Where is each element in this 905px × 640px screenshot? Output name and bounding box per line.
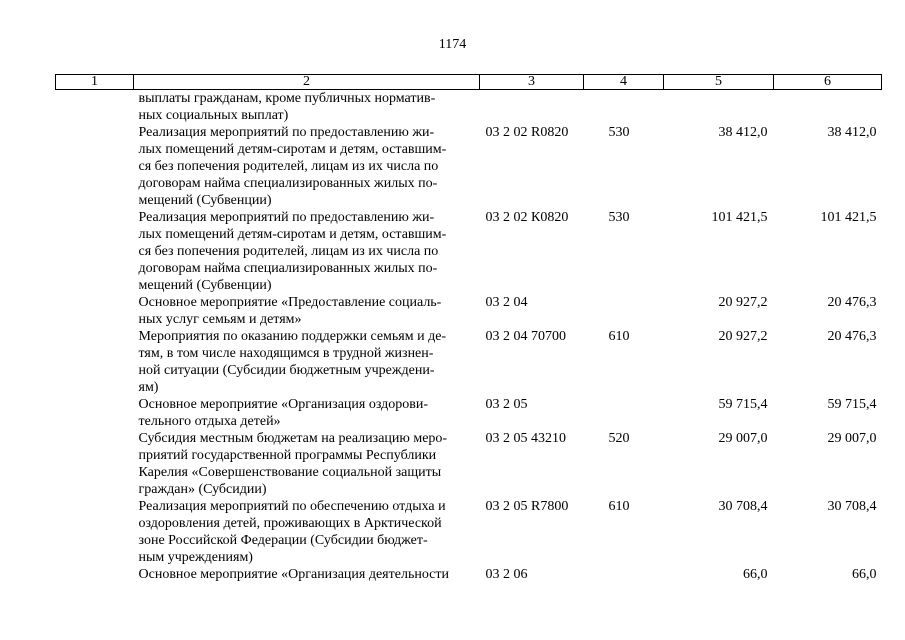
row-name-line: ся без попечения родителей, лицам из их числа по xyxy=(138,244,439,259)
row-value-col6-cell: 38 412,0 xyxy=(827,125,877,140)
page-number: 1174 xyxy=(438,37,467,52)
row-index-cell xyxy=(56,430,134,498)
row-name-line: Реализация мероприятий по предоставлению жи- xyxy=(138,210,435,225)
row-value-col5-cell: 59 715,4 xyxy=(718,397,768,412)
row-name-line: граждан» (Субсидии) xyxy=(138,482,267,497)
column-header-1: 1 xyxy=(56,75,134,90)
row-value-col5-cell: 30 708,4 xyxy=(718,499,768,514)
row-name-line: мещений (Субвенции) xyxy=(138,278,272,293)
row-index-cell xyxy=(56,498,134,566)
row-expense-type-cell xyxy=(584,566,664,583)
row-value-col6-cell: 20 476,3 xyxy=(827,295,877,310)
row-name-cell xyxy=(134,498,480,566)
row-code-cell: 03 2 05 43210 xyxy=(485,431,566,446)
row-value-col6-cell xyxy=(774,90,882,125)
table-row xyxy=(56,566,882,583)
row-name-line: Мероприятия по оказанию поддержки семьям и де- xyxy=(138,329,447,344)
row-value-col5-cell: 38 412,0 xyxy=(718,125,768,140)
row-name-line: договорам найма специализированных жилых по- xyxy=(138,176,438,191)
row-name-line: ся без попечения родителей, лицам из их числа по xyxy=(138,159,439,174)
row-name-cell xyxy=(134,566,480,583)
table-row xyxy=(56,90,882,125)
row-name-line: Реализация мероприятий по обеспечению отдыха и xyxy=(138,499,446,514)
row-index-cell xyxy=(56,294,134,328)
row-name-line: договорам найма специализированных жилых по- xyxy=(138,261,438,276)
column-header-6: 6 xyxy=(774,75,882,90)
row-name-line: лых помещений детям-сиротам и детям, оставшим- xyxy=(138,227,447,242)
row-name-line: оздоровления детей, проживающих в Арктической xyxy=(138,516,442,531)
row-name-cell xyxy=(134,90,480,125)
row-value-col6-cell: 101 421,5 xyxy=(820,210,877,225)
table-row xyxy=(56,396,882,430)
row-expense-type-cell: 610 xyxy=(608,329,630,344)
row-name-line: тям, в том числе находящимся в трудной жизнен- xyxy=(138,346,434,361)
row-code-cell xyxy=(480,90,584,125)
row-index-cell xyxy=(56,566,134,583)
table-row xyxy=(56,430,882,498)
row-value-col5-cell: 20 927,2 xyxy=(718,295,768,310)
row-name-line: Основное мероприятие «Организация оздорови- xyxy=(138,397,429,412)
row-name-line: ной ситуации (Субсидии бюджетным учреждени- xyxy=(138,363,435,378)
row-code-cell: 03 2 06 xyxy=(485,567,528,582)
row-name-cell xyxy=(134,396,480,430)
row-name-line: ным учреждениям) xyxy=(138,550,253,565)
row-expense-type-cell: 610 xyxy=(608,499,630,514)
row-name-line: выплаты гражданам, кроме публичных норматив- xyxy=(138,91,436,106)
row-name-cell xyxy=(134,430,480,498)
row-name-cell xyxy=(134,328,480,396)
row-name-line: приятий государственной программы Республики xyxy=(138,448,437,463)
row-index-cell xyxy=(56,396,134,430)
row-name-cell xyxy=(134,209,480,294)
row-value-col5-cell: 20 927,2 xyxy=(718,329,768,344)
row-index-cell xyxy=(56,90,134,125)
table-header-row xyxy=(56,75,882,90)
row-expense-type-cell xyxy=(584,90,664,125)
row-code-cell: 03 2 05 R7800 xyxy=(485,499,569,514)
row-name-line: ям) xyxy=(138,380,159,395)
row-code-cell: 03 2 02 К0820 xyxy=(485,210,569,225)
row-code-cell: 03 2 04 70700 xyxy=(485,329,566,344)
row-expense-type-cell: 530 xyxy=(608,210,630,225)
row-name-line: тельного отдыха детей» xyxy=(138,414,281,429)
row-name-line: ных социальных выплат) xyxy=(138,108,289,123)
budget-table xyxy=(55,74,882,583)
row-expense-type-cell: 520 xyxy=(608,431,630,446)
row-value-col5-cell xyxy=(664,90,774,125)
table-row xyxy=(56,498,882,566)
row-code-cell: 03 2 02 R0820 xyxy=(485,125,569,140)
row-name-line: Карелия «Совершенствование социальной защиты xyxy=(138,465,442,480)
row-name-cell xyxy=(134,124,480,209)
row-value-col6-cell: 30 708,4 xyxy=(827,499,877,514)
row-expense-type-cell xyxy=(584,396,664,430)
row-value-col5-cell: 101 421,5 xyxy=(711,210,768,225)
column-header-2: 2 xyxy=(134,75,480,90)
column-header-4: 4 xyxy=(584,75,664,90)
row-name-line: лых помещений детям-сиротам и детям, оставшим- xyxy=(138,142,447,157)
row-value-col6-cell: 29 007,0 xyxy=(827,431,877,446)
row-name-line: Субсидия местным бюджетам на реализацию меро- xyxy=(138,431,448,446)
row-name-line: ных услуг семьям и детям» xyxy=(138,312,302,327)
row-name-line: Реализация мероприятий по предоставлению жи- xyxy=(138,125,435,140)
row-value-col5-cell: 66,0 xyxy=(743,567,768,582)
row-name-cell xyxy=(134,294,480,328)
table-row xyxy=(56,209,882,294)
row-expense-type-cell: 530 xyxy=(608,125,630,140)
row-code-cell: 03 2 05 xyxy=(485,397,528,412)
row-name-line: Основное мероприятие «Предоставление социаль- xyxy=(138,295,442,310)
table-row xyxy=(56,328,882,396)
row-value-col6-cell: 20 476,3 xyxy=(827,329,877,344)
row-index-cell xyxy=(56,124,134,209)
row-code-cell: 03 2 04 xyxy=(485,295,528,310)
row-value-col6-cell: 66,0 xyxy=(852,567,877,582)
row-value-col5-cell: 29 007,0 xyxy=(718,431,768,446)
row-name-line: мещений (Субвенции) xyxy=(138,193,272,208)
row-name-line: Основное мероприятие «Организация деятельности xyxy=(138,567,449,582)
table-body xyxy=(56,90,882,584)
row-value-col6-cell: 59 715,4 xyxy=(827,397,877,412)
row-index-cell xyxy=(56,328,134,396)
column-header-3: 3 xyxy=(480,75,584,90)
table-row xyxy=(56,124,882,209)
table-row xyxy=(56,294,882,328)
column-header-5: 5 xyxy=(664,75,774,90)
row-index-cell xyxy=(56,209,134,294)
row-expense-type-cell xyxy=(584,294,664,328)
row-name-line: зоне Российской Федерации (Субсидии бюджет- xyxy=(138,533,428,548)
